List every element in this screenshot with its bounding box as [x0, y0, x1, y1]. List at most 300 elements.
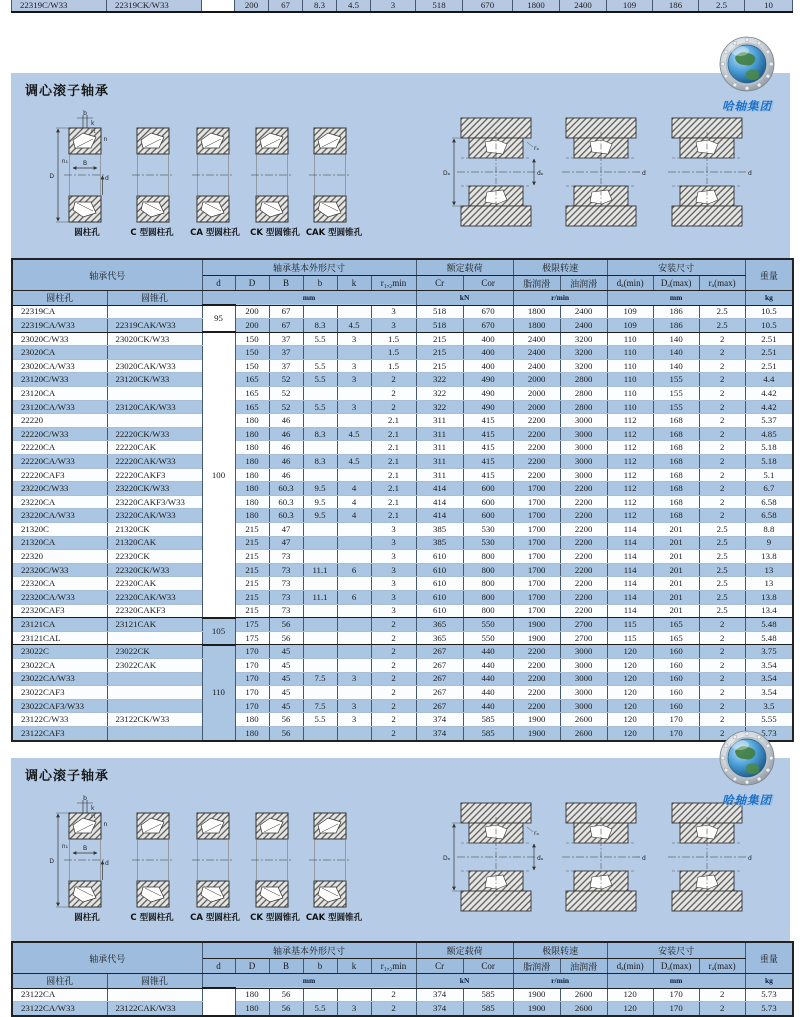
- cell-value: 155: [653, 373, 699, 387]
- unit-kg: kg: [745, 291, 793, 306]
- bearing-section-diagram: [251, 813, 293, 907]
- bore-type-label: CA 型圆柱孔: [190, 913, 240, 923]
- cell-value: 414: [416, 495, 463, 509]
- cell-value: 3: [337, 400, 371, 414]
- bore-type-label: CAK 型圆锥孔: [305, 913, 363, 923]
- cell-value: 160: [653, 645, 699, 659]
- cell-value: 170: [235, 645, 269, 659]
- cell-value: 440: [463, 645, 513, 659]
- cell-value: 114: [607, 590, 653, 604]
- cell-value: 2.5: [699, 305, 745, 319]
- cell-value: 267: [416, 672, 463, 686]
- cell-value: 3: [337, 672, 371, 686]
- col-B: B: [269, 276, 303, 291]
- dim-label: d: [642, 170, 646, 177]
- cell-value: 2: [371, 631, 416, 645]
- cell-bearing-code: 22320CK: [107, 550, 202, 564]
- cell-value: 56: [269, 631, 303, 645]
- cell-value: [337, 468, 371, 482]
- cell-value: 610: [416, 563, 463, 577]
- cell-value: 37: [269, 359, 303, 373]
- cell-value: 215: [235, 604, 269, 618]
- cell-value: 6.58: [745, 495, 793, 509]
- cell-value: [303, 645, 337, 659]
- dim-label: n: [103, 821, 108, 828]
- cell-bearing-code: 22220: [12, 414, 107, 428]
- brand-name: 哈轴集团: [722, 793, 772, 807]
- cell-value: 374: [416, 713, 463, 727]
- bearing-section-diagram: [309, 128, 351, 222]
- dim-label: d: [748, 855, 752, 862]
- cell-value: 155: [653, 387, 699, 401]
- cell-value: 2: [699, 726, 745, 740]
- header-load: 额定载荷: [416, 259, 513, 276]
- table-row: [12, 509, 793, 523]
- cell-value: 215: [416, 332, 463, 346]
- cell-value: 4: [337, 482, 371, 496]
- cell-value: 201: [653, 563, 699, 577]
- cell-value: 2: [371, 658, 416, 672]
- cell-value: 170: [235, 686, 269, 700]
- dim-label: Dₐ: [443, 170, 450, 177]
- cell-value: 109: [607, 305, 653, 319]
- cell-value: 2200: [560, 509, 607, 523]
- dim-label: D: [49, 173, 54, 180]
- cell-value: 2.1: [371, 495, 416, 509]
- cell-value: 67: [269, 319, 303, 333]
- col-r: r₁,₂min: [371, 276, 416, 291]
- cell-value: 56: [269, 726, 303, 740]
- cell-value: 2200: [560, 550, 607, 564]
- cell-value: 2400: [560, 0, 607, 12]
- cell-value: 46: [269, 427, 303, 441]
- cell-bearing-code: 23122CK/W33: [107, 713, 202, 727]
- cell-value: 2.1: [371, 441, 416, 455]
- dim-label: r₁: [91, 128, 96, 135]
- cell-bearing-code: 23220CAK/W33: [107, 509, 202, 523]
- cell-bearing-code: 23022CK: [107, 645, 202, 659]
- cell-value: 52: [269, 400, 303, 414]
- cell-value: 201: [653, 577, 699, 591]
- cell-value: 2400: [513, 332, 560, 346]
- cell-bearing-code: 22220CAK/W33: [107, 455, 202, 469]
- cell-bearing-code: 23120CK/W33: [107, 373, 202, 387]
- cell-bearing-code: 22319CA/W33: [12, 319, 107, 333]
- cell-value: 374: [416, 726, 463, 740]
- cell-value: 415: [463, 468, 513, 482]
- cell-value: 160: [653, 686, 699, 700]
- table-row: [12, 346, 793, 360]
- cell-value: 267: [416, 645, 463, 659]
- cell-value: 2: [371, 645, 416, 659]
- cell-value: 120: [607, 699, 653, 713]
- cell-value: 120: [607, 658, 653, 672]
- cell-bearing-code: 23022CA/W33: [12, 672, 107, 686]
- table-row: [12, 319, 793, 333]
- cell-value: 180: [235, 988, 269, 1002]
- cell-value: 150: [235, 359, 269, 373]
- cell-value: 112: [607, 468, 653, 482]
- cell-value: 73: [269, 550, 303, 564]
- header-code: 轴承代号: [12, 942, 202, 974]
- cell-value: 168: [653, 495, 699, 509]
- cell-value: 45: [269, 645, 303, 659]
- cell-value: [303, 305, 337, 319]
- cell-value: 60.3: [269, 509, 303, 523]
- cell-value: 3000: [560, 468, 607, 482]
- col-grease: 脂润滑: [513, 959, 560, 974]
- cell-value: 3: [371, 550, 416, 564]
- cell-bearing-code: 22220CA/W33: [12, 455, 107, 469]
- cell-value: 10.5: [745, 319, 793, 333]
- cell-value: 600: [463, 509, 513, 523]
- cell-value: 215: [235, 550, 269, 564]
- cell-value: 2.1: [371, 482, 416, 496]
- header-load: 额定载荷: [416, 942, 513, 959]
- unit-kN: kN: [416, 291, 513, 306]
- cell-value: 2: [699, 658, 745, 672]
- cell-value: [303, 686, 337, 700]
- cell-value: 1900: [513, 618, 560, 632]
- cell-bearing-code: 21320CK: [107, 523, 202, 537]
- cell-value: 114: [607, 604, 653, 618]
- cell-value: 8.3: [303, 0, 337, 12]
- cell-value: 2.1: [371, 427, 416, 441]
- cell-value: 215: [235, 536, 269, 550]
- cell-value: 311: [416, 427, 463, 441]
- catalog-section: [11, 73, 790, 738]
- cell-value: 2800: [560, 373, 607, 387]
- previous-page-table-strip: [11, 0, 793, 13]
- cell-value: 5.73: [745, 726, 793, 740]
- cell-value: 168: [653, 482, 699, 496]
- cell-value: 518: [416, 319, 463, 333]
- cell-value: 67: [269, 305, 303, 319]
- cell-value: 2: [371, 672, 416, 686]
- cell-value: 2: [699, 359, 745, 373]
- mounting-diagram: [562, 118, 640, 226]
- cell-value: 114: [607, 550, 653, 564]
- cell-value: 2: [371, 373, 416, 387]
- cell-value: 2.51: [745, 332, 793, 346]
- col-da: dₐ(min): [607, 959, 653, 974]
- cell-value: 670: [463, 0, 513, 12]
- cell-value: 3.75: [745, 645, 793, 659]
- cell-value: 120: [607, 645, 653, 659]
- cell-value: 60.3: [269, 495, 303, 509]
- unit-kg: kg: [745, 974, 793, 989]
- cell-value: 2: [371, 713, 416, 727]
- cell-value: 110: [607, 373, 653, 387]
- cell-value: [337, 645, 371, 659]
- cell-value: 180: [235, 441, 269, 455]
- cell-value: 440: [463, 699, 513, 713]
- cell-bearing-code: 21320CA: [12, 536, 107, 550]
- cell-value: 2400: [560, 305, 607, 319]
- cell-value: 3: [337, 373, 371, 387]
- cell-value: 56: [269, 1002, 303, 1016]
- cell-value: 180: [235, 482, 269, 496]
- cell-value: 267: [416, 699, 463, 713]
- cell-value: 585: [463, 988, 513, 1002]
- cell-value: 414: [416, 482, 463, 496]
- cell-value: 2: [699, 427, 745, 441]
- cell-value: 5.5: [303, 359, 337, 373]
- dim-label: d: [642, 855, 646, 862]
- cell-value: 47: [269, 523, 303, 537]
- cell-bearing-code: [107, 672, 202, 686]
- cell-value: 440: [463, 672, 513, 686]
- cell-value: 2000: [513, 400, 560, 414]
- dim-label: k: [91, 805, 95, 812]
- table-row: [12, 373, 793, 387]
- cell-value: 13: [745, 563, 793, 577]
- bearing-spec-table: [11, 258, 794, 742]
- unit-rmin: r/min: [513, 291, 607, 306]
- cell-value: 1700: [513, 550, 560, 564]
- cell-value: 2.5: [699, 563, 745, 577]
- cell-value: 610: [416, 604, 463, 618]
- bearing-diagrams: [11, 110, 789, 233]
- cell-value: 800: [463, 604, 513, 618]
- cell-value: 120: [607, 988, 653, 1002]
- cell-value: 2200: [513, 414, 560, 428]
- cell-value: 2200: [560, 536, 607, 550]
- cell-value: 11.1: [303, 563, 337, 577]
- cell-bearing-code: 22319CK/W33: [107, 0, 202, 12]
- cell-value: 610: [416, 577, 463, 591]
- cell-value: 267: [416, 658, 463, 672]
- cell-value: 2200: [513, 658, 560, 672]
- cell-value: [337, 658, 371, 672]
- cell-value: 2: [371, 726, 416, 740]
- cell-value: 180: [235, 509, 269, 523]
- cell-value: 3: [371, 590, 416, 604]
- table-header: [12, 259, 793, 305]
- cell-value: [303, 346, 337, 360]
- cell-value: 114: [607, 563, 653, 577]
- cell-bearing-code: 23121CA: [12, 618, 107, 632]
- dim-label: B: [82, 845, 88, 852]
- cell-value: 37: [269, 332, 303, 346]
- cell-bearing-code: 22320CA: [12, 577, 107, 591]
- cell-value: 3000: [560, 441, 607, 455]
- cell-value: [337, 577, 371, 591]
- cell-value: 3.54: [745, 672, 793, 686]
- cell-value: 2200: [560, 523, 607, 537]
- cell-value: 2: [371, 686, 416, 700]
- mounting-diagram: [562, 803, 640, 911]
- dim-label: B: [82, 160, 88, 167]
- table-row: [12, 726, 793, 740]
- cell-value: 2.1: [371, 455, 416, 469]
- cell-value: 5.1: [745, 468, 793, 482]
- cell-value: 550: [463, 631, 513, 645]
- cell-value: 73: [269, 604, 303, 618]
- cell-value: 2: [699, 631, 745, 645]
- cell-value: 3: [371, 577, 416, 591]
- cell-value: 114: [607, 536, 653, 550]
- cell-bearing-code: 23022CAF3/W33: [12, 699, 107, 713]
- cell-value: 490: [463, 400, 513, 414]
- cell-value: 170: [653, 713, 699, 727]
- table-row: [12, 468, 793, 482]
- cell-bearing-code: 22320CK/W33: [107, 563, 202, 577]
- mounting-diagram: [668, 803, 746, 911]
- cell-value: 168: [653, 414, 699, 428]
- table-row: [12, 686, 793, 700]
- mounting-diagram: [668, 118, 746, 226]
- cell-value: 585: [463, 726, 513, 740]
- cell-value: 170: [235, 699, 269, 713]
- table-row: [12, 550, 793, 564]
- cell-value: 2600: [560, 726, 607, 740]
- bearing-section-diagram: [192, 128, 234, 222]
- bore-type-label: 圆柱孔: [74, 913, 100, 923]
- cell-value: 322: [416, 373, 463, 387]
- col-da: dₐ(min): [607, 276, 653, 291]
- cell-value: 3: [371, 604, 416, 618]
- cell-value: 2800: [560, 400, 607, 414]
- cell-value: 165: [653, 631, 699, 645]
- cell-value: 585: [463, 1002, 513, 1016]
- bore-type-label: CA 型圆柱孔: [190, 228, 240, 238]
- table-row: [12, 604, 793, 618]
- cell-value: 1700: [513, 482, 560, 496]
- cell-value: [303, 441, 337, 455]
- cell-bearing-code: 23220CK/W33: [107, 482, 202, 496]
- page-title: 调心滚子轴承: [25, 84, 110, 99]
- cell-value: 13.8: [745, 550, 793, 564]
- cell-bearing-code: 23020C/W33: [12, 332, 107, 346]
- header-weight: 重量: [745, 942, 793, 974]
- cell-value: [337, 387, 371, 401]
- cell-value: 2600: [560, 988, 607, 1002]
- dim-label: rₐ: [534, 830, 539, 837]
- cell-value: 2: [699, 455, 745, 469]
- cell-value: 7.5: [303, 699, 337, 713]
- cell-value: 2: [699, 988, 745, 1002]
- cell-value: 3200: [560, 346, 607, 360]
- cell-value: 201: [653, 523, 699, 537]
- cell-value: 47: [269, 536, 303, 550]
- cell-value: 2.51: [745, 346, 793, 360]
- cell-value: 415: [463, 455, 513, 469]
- table-row: [12, 699, 793, 713]
- cell-value: 2200: [513, 468, 560, 482]
- header-weight: 重量: [745, 259, 793, 291]
- dim-label: rₐ: [534, 145, 539, 152]
- cell-value: 5.5: [303, 332, 337, 346]
- cell-value: [337, 441, 371, 455]
- cell-value: [303, 658, 337, 672]
- cell-value: 6: [337, 563, 371, 577]
- cell-value: 530: [463, 523, 513, 537]
- cell-value: 2: [699, 468, 745, 482]
- cell-value: 5.18: [745, 455, 793, 469]
- table-row: [12, 645, 793, 659]
- cell-value: 110: [607, 346, 653, 360]
- cell-value: 112: [607, 455, 653, 469]
- cell-value: 186: [653, 0, 699, 12]
- table-row: [12, 427, 793, 441]
- cell-value: 1900: [513, 713, 560, 727]
- cell-value: 215: [235, 577, 269, 591]
- cell-value: 8.3: [303, 455, 337, 469]
- cell-value: 5.73: [745, 988, 793, 1002]
- cell-value: 2.5: [699, 536, 745, 550]
- cell-value: 45: [269, 658, 303, 672]
- table-row: [12, 332, 793, 346]
- cell-value: 3000: [560, 699, 607, 713]
- cell-value: 56: [269, 988, 303, 1002]
- header-mount: 安装尺寸: [607, 942, 745, 959]
- cell-value: 170: [653, 988, 699, 1002]
- cell-value: 2200: [560, 495, 607, 509]
- cell-bearing-code: 23022CA: [12, 658, 107, 672]
- cell-value: 2: [371, 618, 416, 632]
- header-code: 轴承代号: [12, 259, 202, 291]
- cell-value: 201: [653, 604, 699, 618]
- cell-value: 365: [416, 618, 463, 632]
- cell-value: 215: [235, 523, 269, 537]
- cell-value: 1.5: [371, 346, 416, 360]
- cell-value: 1900: [513, 1002, 560, 1016]
- cell-value: 13.8: [745, 590, 793, 604]
- cell-value: 2.5: [699, 319, 745, 333]
- cell-value: 2: [699, 645, 745, 659]
- cell-value: 10.5: [745, 305, 793, 319]
- cell-value: 4.5: [337, 319, 371, 333]
- cell-value: 414: [416, 509, 463, 523]
- cell-value: 165: [235, 387, 269, 401]
- cell-value: 180: [235, 1002, 269, 1016]
- col-Da: Dₐ(max): [653, 276, 699, 291]
- cell-value: 3000: [560, 645, 607, 659]
- cell-value: 3: [371, 0, 416, 12]
- cell-value: 4: [337, 495, 371, 509]
- cell-bearing-code: 23122CA/W33: [12, 1002, 107, 1016]
- cell-value: 800: [463, 590, 513, 604]
- cell-value: 200: [235, 319, 269, 333]
- cell-bearing-code: 23220C/W33: [12, 482, 107, 496]
- cell-value: 1900: [513, 726, 560, 740]
- cell-value: 115: [607, 631, 653, 645]
- cell-value: 2200: [513, 699, 560, 713]
- cell-value: 3: [337, 332, 371, 346]
- cell-value: 5.18: [745, 441, 793, 455]
- cell-value: 73: [269, 563, 303, 577]
- cell-value: 180: [235, 427, 269, 441]
- company-logo: [701, 36, 793, 114]
- cell-value: 3: [337, 359, 371, 373]
- page-title: 调心滚子轴承: [25, 769, 110, 784]
- cell-value: 4.5: [337, 0, 371, 12]
- cell-value: 311: [416, 414, 463, 428]
- cell-value: 114: [607, 577, 653, 591]
- cell-value: 2: [699, 400, 745, 414]
- cell-value: 5.55: [745, 713, 793, 727]
- cell-value: 1900: [513, 988, 560, 1002]
- cell-value: 670: [463, 319, 513, 333]
- cell-bore-diameter: 110: [202, 645, 235, 741]
- cell-bearing-code: 23020CA: [12, 346, 107, 360]
- cell-value: 3000: [560, 686, 607, 700]
- cell-value: 800: [463, 563, 513, 577]
- cell-value: 200: [235, 0, 269, 12]
- col-ra: rₐ(max): [699, 276, 745, 291]
- cell-bearing-code: [107, 631, 202, 645]
